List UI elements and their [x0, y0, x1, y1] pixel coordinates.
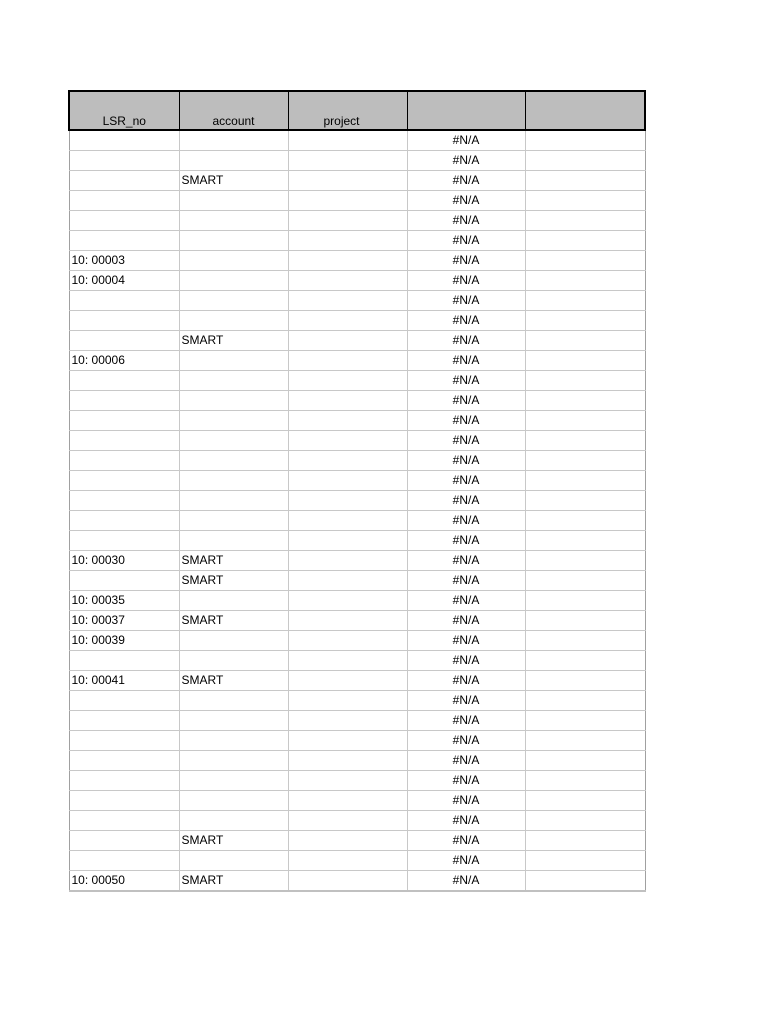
cell-lsr-no[interactable]: 10: 00037 — [69, 611, 179, 631]
cell-column-5[interactable] — [525, 211, 645, 231]
header-column-4[interactable] — [407, 91, 525, 130]
cell-lsr-no[interactable] — [69, 691, 179, 711]
cell-account[interactable] — [179, 311, 288, 331]
cell-lookup[interactable]: #N/A — [407, 151, 525, 171]
cell-lsr-no[interactable] — [69, 391, 179, 411]
cell-column-5[interactable] — [525, 711, 645, 731]
cell-lookup[interactable]: #N/A — [407, 791, 525, 811]
cell-column-5[interactable] — [525, 291, 645, 311]
table-row — [69, 791, 645, 811]
cell-lsr-no[interactable] — [69, 651, 179, 671]
cell-account[interactable] — [179, 431, 288, 451]
cell-column-5[interactable] — [525, 631, 645, 651]
cell-project[interactable] — [288, 531, 407, 551]
cell-lookup[interactable]: #N/A — [407, 691, 525, 711]
cell-account[interactable] — [179, 191, 288, 211]
cell-column-5[interactable] — [525, 691, 645, 711]
cell-column-5[interactable] — [525, 331, 645, 351]
cell-account[interactable] — [179, 251, 288, 271]
cell-lsr-no[interactable]: 10: 00003 — [69, 251, 179, 271]
table-row — [69, 571, 645, 591]
cell-lookup[interactable]: #N/A — [407, 331, 525, 351]
cell-column-5[interactable] — [525, 531, 645, 551]
cell-account[interactable] — [179, 511, 288, 531]
cell-lookup[interactable]: #N/A — [407, 511, 525, 531]
cell-lsr-no[interactable]: 10: 00006 — [69, 351, 179, 371]
table-row — [69, 531, 645, 551]
cell-project[interactable] — [288, 151, 407, 171]
cell-lsr-no[interactable] — [69, 431, 179, 451]
table-row — [69, 331, 645, 351]
table-row — [69, 191, 645, 211]
cell-project[interactable] — [288, 231, 407, 251]
cell-lsr-no[interactable] — [69, 451, 179, 471]
cell-project[interactable] — [288, 311, 407, 331]
cell-project[interactable] — [288, 591, 407, 611]
cell-lookup[interactable]: #N/A — [407, 130, 525, 151]
cell-account[interactable] — [179, 711, 288, 731]
cell-project[interactable] — [288, 831, 407, 851]
cell-lsr-no[interactable] — [69, 331, 179, 351]
cell-column-5[interactable] — [525, 611, 645, 631]
cell-lookup[interactable]: #N/A — [407, 631, 525, 651]
cell-account[interactable]: SMART — [179, 671, 288, 691]
cell-project[interactable] — [288, 491, 407, 511]
cell-project[interactable] — [288, 451, 407, 471]
cell-account[interactable] — [179, 130, 288, 151]
table-row — [69, 371, 645, 391]
cell-project[interactable] — [288, 691, 407, 711]
header-column-5[interactable] — [525, 91, 645, 130]
table-header — [69, 91, 645, 130]
cell-lookup[interactable]: #N/A — [407, 551, 525, 571]
cell-project[interactable] — [288, 711, 407, 731]
cell-account[interactable]: SMART — [179, 831, 288, 851]
cell-lsr-no[interactable] — [69, 311, 179, 331]
table-row — [69, 711, 645, 731]
cell-account[interactable] — [179, 271, 288, 291]
cell-project[interactable] — [288, 411, 407, 431]
cell-lookup[interactable]: #N/A — [407, 251, 525, 271]
cell-lookup[interactable]: #N/A — [407, 271, 525, 291]
cell-lsr-no[interactable] — [69, 851, 179, 871]
cell-project[interactable] — [288, 671, 407, 691]
cell-lookup[interactable]: #N/A — [407, 411, 525, 431]
cell-project[interactable] — [288, 471, 407, 491]
cell-project[interactable] — [288, 771, 407, 791]
cell-lookup[interactable]: #N/A — [407, 771, 525, 791]
cell-column-5[interactable] — [525, 171, 645, 191]
cell-project[interactable] — [288, 130, 407, 151]
table-row — [69, 871, 645, 892]
table-row — [69, 551, 645, 571]
cell-column-5[interactable] — [525, 391, 645, 411]
cell-lookup[interactable]: #N/A — [407, 311, 525, 331]
cell-lookup[interactable]: #N/A — [407, 611, 525, 631]
cell-project[interactable] — [288, 751, 407, 771]
cell-account[interactable] — [179, 751, 288, 771]
table-row — [69, 311, 645, 331]
cell-lsr-no[interactable] — [69, 731, 179, 751]
cell-project[interactable] — [288, 211, 407, 231]
cell-lsr-no[interactable] — [69, 491, 179, 511]
cell-account[interactable] — [179, 471, 288, 491]
table-row — [69, 591, 645, 611]
cell-account[interactable] — [179, 691, 288, 711]
table-row — [69, 130, 645, 151]
cell-column-5[interactable] — [525, 151, 645, 171]
table-row — [69, 611, 645, 631]
cell-lsr-no[interactable] — [69, 571, 179, 591]
cell-project[interactable] — [288, 631, 407, 651]
cell-lsr-no[interactable] — [69, 811, 179, 831]
table-row — [69, 451, 645, 471]
cell-lsr-no[interactable] — [69, 831, 179, 851]
cell-lsr-no[interactable] — [69, 751, 179, 771]
cell-lsr-no[interactable] — [69, 130, 179, 151]
table-row — [69, 471, 645, 491]
spreadsheet-table — [68, 90, 646, 892]
cell-column-5[interactable] — [525, 551, 645, 571]
cell-column-5[interactable] — [525, 791, 645, 811]
cell-account[interactable] — [179, 491, 288, 511]
table-row — [69, 831, 645, 851]
cell-lookup[interactable]: #N/A — [407, 451, 525, 471]
cell-account[interactable] — [179, 731, 288, 751]
cell-project[interactable] — [288, 791, 407, 811]
table-body — [69, 130, 645, 891]
cell-column-5[interactable] — [525, 591, 645, 611]
cell-column-5[interactable] — [525, 130, 645, 151]
cell-account[interactable] — [179, 631, 288, 651]
table-row — [69, 631, 645, 651]
cell-column-5[interactable] — [525, 571, 645, 591]
table-row — [69, 211, 645, 231]
table-row — [69, 731, 645, 751]
cell-account[interactable] — [179, 591, 288, 611]
cell-account[interactable] — [179, 211, 288, 231]
table-row — [69, 771, 645, 791]
cell-project[interactable] — [288, 431, 407, 451]
cell-project[interactable] — [288, 851, 407, 871]
cell-project[interactable] — [288, 351, 407, 371]
table-row — [69, 691, 645, 711]
cell-account[interactable] — [179, 291, 288, 311]
cell-column-5[interactable] — [525, 471, 645, 491]
header-project[interactable]: project — [288, 91, 407, 130]
cell-lookup[interactable]: #N/A — [407, 851, 525, 871]
table-row — [69, 391, 645, 411]
cell-project[interactable] — [288, 271, 407, 291]
cell-lookup[interactable]: #N/A — [407, 491, 525, 511]
cell-project[interactable] — [288, 611, 407, 631]
cell-lookup[interactable]: #N/A — [407, 811, 525, 831]
cell-account[interactable] — [179, 771, 288, 791]
cell-project[interactable] — [288, 331, 407, 351]
cell-project[interactable] — [288, 391, 407, 411]
cell-account[interactable]: SMART — [179, 331, 288, 351]
cell-lsr-no[interactable] — [69, 371, 179, 391]
cell-project[interactable] — [288, 571, 407, 591]
cell-column-5[interactable] — [525, 411, 645, 431]
cell-lsr-no[interactable] — [69, 411, 179, 431]
cell-column-5[interactable] — [525, 311, 645, 331]
cell-account[interactable] — [179, 811, 288, 831]
table-row — [69, 751, 645, 771]
cell-lookup[interactable]: #N/A — [407, 831, 525, 851]
cell-lookup[interactable]: #N/A — [407, 751, 525, 771]
table-row — [69, 151, 645, 171]
header-account[interactable]: account — [179, 91, 288, 130]
cell-lsr-no[interactable] — [69, 291, 179, 311]
cell-lsr-no[interactable] — [69, 471, 179, 491]
cell-lsr-no[interactable] — [69, 791, 179, 811]
table-row — [69, 231, 645, 251]
table-row — [69, 291, 645, 311]
table-row — [69, 351, 645, 371]
cell-project[interactable] — [288, 811, 407, 831]
cell-lookup[interactable]: #N/A — [407, 211, 525, 231]
cell-lookup[interactable]: #N/A — [407, 191, 525, 211]
cell-account[interactable] — [179, 851, 288, 871]
cell-lsr-no[interactable] — [69, 771, 179, 791]
table-row — [69, 431, 645, 451]
cell-lookup[interactable]: #N/A — [407, 171, 525, 191]
cell-lookup[interactable]: #N/A — [407, 871, 525, 892]
cell-column-5[interactable] — [525, 751, 645, 771]
cell-account[interactable] — [179, 411, 288, 431]
cell-column-5[interactable] — [525, 731, 645, 751]
cell-project[interactable] — [288, 551, 407, 571]
cell-project[interactable] — [288, 171, 407, 191]
cell-lsr-no[interactable] — [69, 231, 179, 251]
cell-lookup[interactable]: #N/A — [407, 571, 525, 591]
cell-lsr-no[interactable]: 10: 00041 — [69, 671, 179, 691]
cell-column-5[interactable] — [525, 251, 645, 271]
cell-lookup[interactable]: #N/A — [407, 231, 525, 251]
cell-account[interactable] — [179, 451, 288, 471]
table-row — [69, 491, 645, 511]
cell-lookup[interactable]: #N/A — [407, 711, 525, 731]
cell-project[interactable] — [288, 871, 407, 892]
cell-column-5[interactable] — [525, 271, 645, 291]
cell-lookup[interactable]: #N/A — [407, 671, 525, 691]
cell-project[interactable] — [288, 511, 407, 531]
cell-lsr-no[interactable] — [69, 711, 179, 731]
cell-account[interactable] — [179, 391, 288, 411]
cell-lsr-no[interactable] — [69, 151, 179, 171]
cell-project[interactable] — [288, 371, 407, 391]
cell-account[interactable] — [179, 351, 288, 371]
table-row — [69, 851, 645, 871]
cell-lsr-no[interactable]: 10: 00030 — [69, 551, 179, 571]
cell-account[interactable] — [179, 231, 288, 251]
cell-account[interactable]: SMART — [179, 871, 288, 892]
cell-column-5[interactable] — [525, 811, 645, 831]
table-row — [69, 411, 645, 431]
cell-lookup[interactable]: #N/A — [407, 591, 525, 611]
cell-account[interactable]: SMART — [179, 171, 288, 191]
cell-lookup[interactable]: #N/A — [407, 651, 525, 671]
cell-lookup[interactable]: #N/A — [407, 471, 525, 491]
cell-lsr-no[interactable]: 10: 00035 — [69, 591, 179, 611]
cell-column-5[interactable] — [525, 491, 645, 511]
cell-lsr-no[interactable]: 10: 00004 — [69, 271, 179, 291]
cell-column-5[interactable] — [525, 231, 645, 251]
cell-column-5[interactable] — [525, 371, 645, 391]
cell-lsr-no[interactable]: 10: 00050 — [69, 871, 179, 892]
cell-lookup[interactable]: #N/A — [407, 731, 525, 751]
table-row — [69, 171, 645, 191]
cell-lookup[interactable]: #N/A — [407, 391, 525, 411]
cell-column-5[interactable] — [525, 671, 645, 691]
table-row — [69, 671, 645, 691]
cell-column-5[interactable] — [525, 511, 645, 531]
cell-lsr-no[interactable] — [69, 511, 179, 531]
cell-lookup[interactable]: #N/A — [407, 531, 525, 551]
cell-lsr-no[interactable] — [69, 171, 179, 191]
cell-column-5[interactable] — [525, 851, 645, 871]
cell-lookup[interactable]: #N/A — [407, 291, 525, 311]
cell-account[interactable] — [179, 371, 288, 391]
cell-column-5[interactable] — [525, 651, 645, 671]
cell-column-5[interactable] — [525, 871, 645, 892]
cell-lsr-no[interactable]: 10: 00039 — [69, 631, 179, 651]
cell-account[interactable] — [179, 651, 288, 671]
cell-account[interactable]: SMART — [179, 551, 288, 571]
cell-column-5[interactable] — [525, 191, 645, 211]
table-row — [69, 651, 645, 671]
table-row — [69, 251, 645, 271]
cell-lsr-no[interactable] — [69, 191, 179, 211]
cell-project[interactable] — [288, 731, 407, 751]
cell-project[interactable] — [288, 191, 407, 211]
cell-lsr-no[interactable] — [69, 531, 179, 551]
header-row — [69, 91, 645, 130]
cell-lookup[interactable]: #N/A — [407, 431, 525, 451]
cell-account[interactable] — [179, 531, 288, 551]
cell-project[interactable] — [288, 251, 407, 271]
cell-column-5[interactable] — [525, 351, 645, 371]
table-row — [69, 271, 645, 291]
table-row — [69, 811, 645, 831]
cell-project[interactable] — [288, 291, 407, 311]
cell-lookup[interactable]: #N/A — [407, 351, 525, 371]
cell-column-5[interactable] — [525, 431, 645, 451]
cell-account[interactable] — [179, 151, 288, 171]
cell-column-5[interactable] — [525, 451, 645, 471]
cell-lsr-no[interactable] — [69, 211, 179, 231]
cell-lookup[interactable]: #N/A — [407, 371, 525, 391]
cell-account[interactable]: SMART — [179, 571, 288, 591]
cell-account[interactable]: SMART — [179, 611, 288, 631]
cell-account[interactable] — [179, 791, 288, 811]
cell-column-5[interactable] — [525, 771, 645, 791]
table-row — [69, 511, 645, 531]
cell-project[interactable] — [288, 651, 407, 671]
cell-column-5[interactable] — [525, 831, 645, 851]
header-lsr-no[interactable]: LSR_no — [69, 91, 179, 130]
